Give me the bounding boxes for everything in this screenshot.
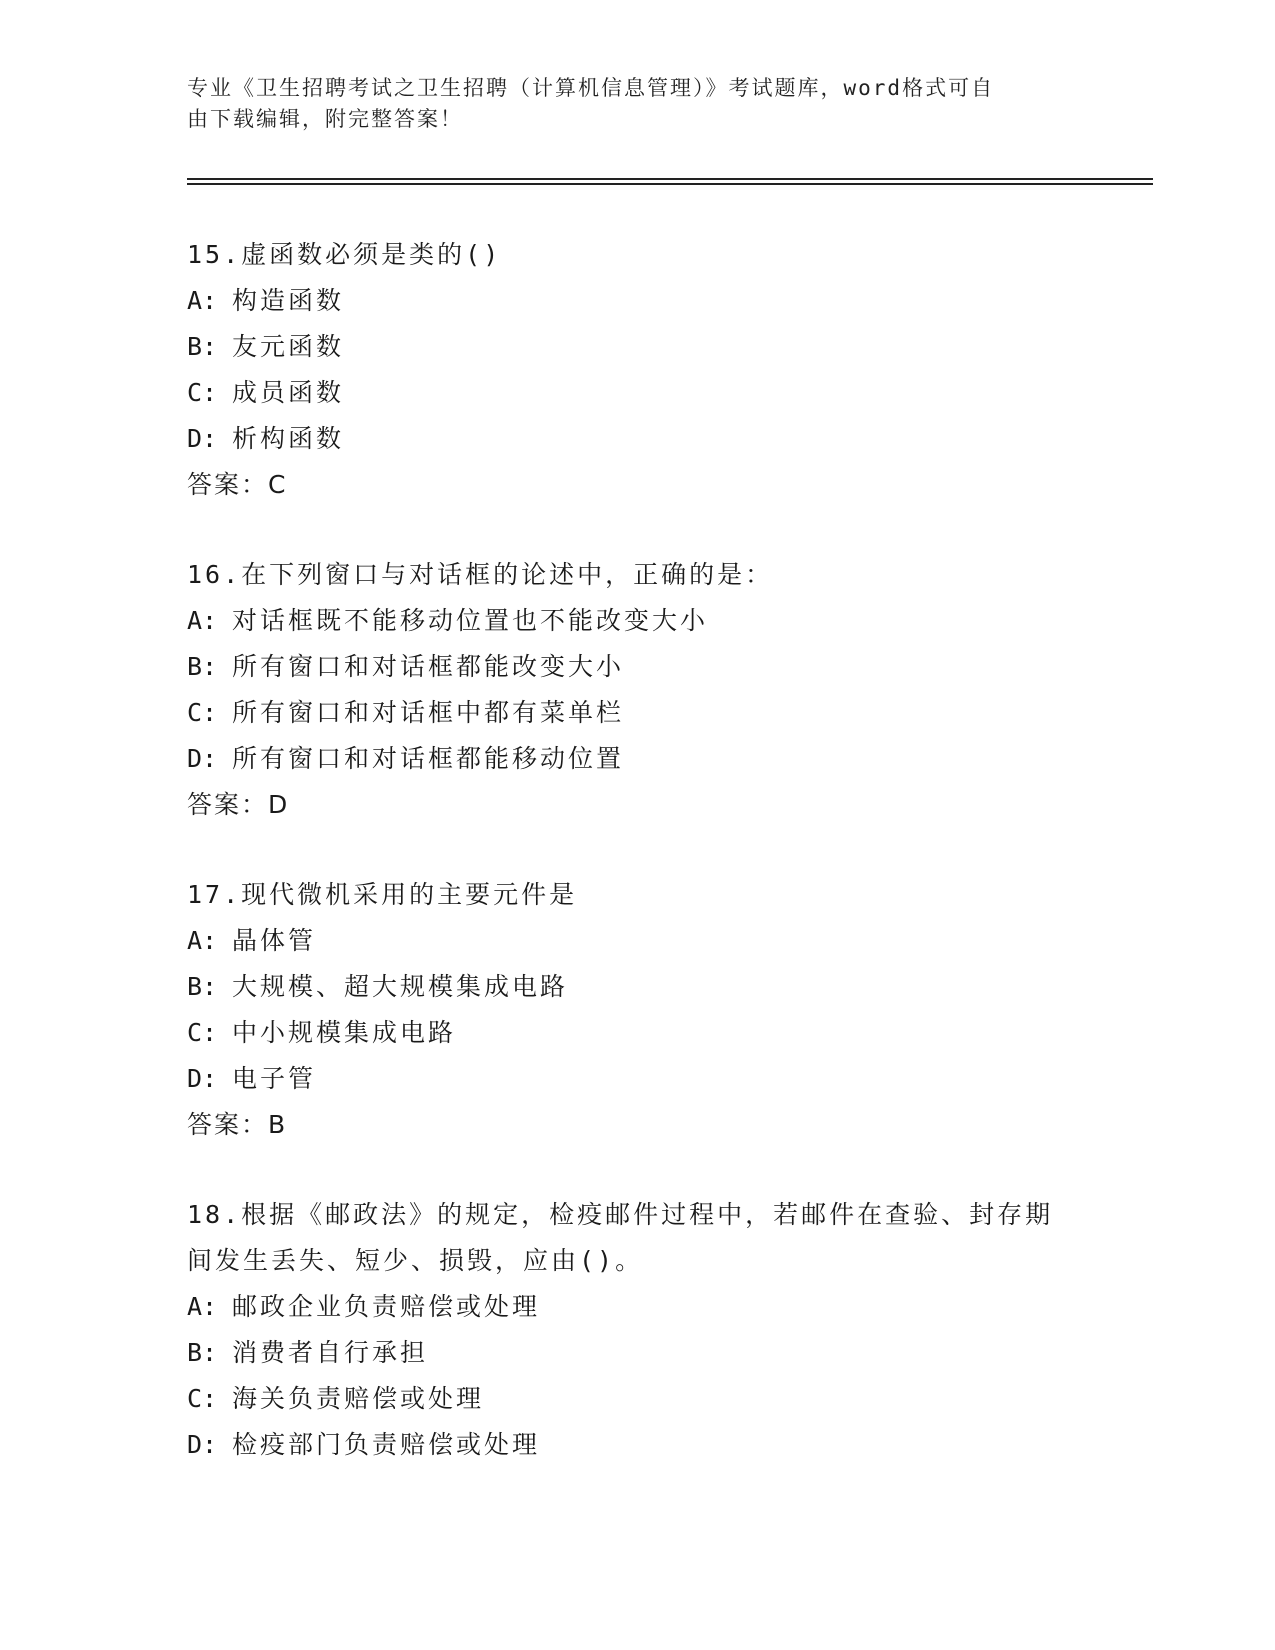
option-text: 电子管 <box>232 1064 317 1093</box>
option-letter: D: <box>187 1430 218 1459</box>
question-option <box>187 964 1087 1010</box>
question-title: 16.在下列窗口与对话框的论述中，正确的是： <box>187 560 774 589</box>
option-text: 消费者自行承担 <box>232 1338 429 1367</box>
option-text: 晶体管 <box>232 926 317 955</box>
question-title: 15.虚函数必须是类的() <box>187 240 502 269</box>
answer-line: 答案：C <box>187 470 288 499</box>
question-option <box>187 1056 1087 1102</box>
option-text: 邮政企业负责赔偿或处理 <box>232 1292 541 1321</box>
header-divider-bottom <box>187 183 1153 185</box>
answer-line: 答案：B <box>187 1110 288 1139</box>
option-letter: A: <box>187 1292 218 1321</box>
question-option <box>187 690 1087 736</box>
option-text: 大规模、超大规模集成电路 <box>232 972 569 1001</box>
option-letter: D: <box>187 1064 218 1093</box>
option-letter: C: <box>187 378 218 407</box>
option-letter: B: <box>187 332 218 361</box>
question-option <box>187 1422 1087 1468</box>
option-letter: C: <box>187 1384 218 1413</box>
question-block <box>187 232 1087 508</box>
answer-line: 答案：D <box>187 790 290 819</box>
question-block <box>187 872 1087 1148</box>
question-title: 间发生丢失、短少、损毁，应由()。 <box>187 1246 644 1275</box>
option-letter: C: <box>187 1018 218 1047</box>
question-option <box>187 416 1087 462</box>
option-text: 析构函数 <box>232 424 345 453</box>
question-title: 17.现代微机采用的主要元件是 <box>187 880 578 909</box>
option-text: 所有窗口和对话框都能移动位置 <box>232 744 625 773</box>
option-text: 成员函数 <box>232 378 345 407</box>
option-letter: B: <box>187 972 218 1001</box>
question-option <box>187 736 1087 782</box>
option-letter: A: <box>187 286 218 315</box>
question-option <box>187 1010 1087 1056</box>
question-option <box>187 370 1087 416</box>
question-option <box>187 278 1087 324</box>
question-block <box>187 1192 1087 1468</box>
option-letter: B: <box>187 1338 218 1367</box>
question-option <box>187 918 1087 964</box>
question-option <box>187 1284 1087 1330</box>
option-letter: A: <box>187 606 218 635</box>
option-text: 友元函数 <box>232 332 345 361</box>
question-option <box>187 598 1087 644</box>
question-list <box>187 232 1087 1512</box>
option-text: 中小规模集成电路 <box>232 1018 457 1047</box>
option-text: 构造函数 <box>232 286 345 315</box>
header-line-1: 专业《卫生招聘考试之卫生招聘（计算机信息管理）》考试题库，word格式可自 <box>187 76 995 100</box>
question-title: 18.根据《邮政法》的规定，检疫邮件过程中，若邮件在查验、封存期 <box>187 1200 1054 1229</box>
option-text: 海关负责赔偿或处理 <box>232 1384 485 1413</box>
option-letter: B: <box>187 652 218 681</box>
option-text: 对话框既不能移动位置也不能改变大小 <box>232 606 709 635</box>
option-letter: C: <box>187 698 218 727</box>
question-block <box>187 552 1087 828</box>
option-text: 检疫部门负责赔偿或处理 <box>232 1430 541 1459</box>
option-text: 所有窗口和对话框中都有菜单栏 <box>232 698 625 727</box>
question-option <box>187 1376 1087 1422</box>
document-header <box>187 73 1067 135</box>
question-option <box>187 1330 1087 1376</box>
option-letter: D: <box>187 744 218 773</box>
option-text: 所有窗口和对话框都能改变大小 <box>232 652 625 681</box>
header-divider-top <box>187 178 1153 180</box>
option-letter: A: <box>187 926 218 955</box>
option-letter: D: <box>187 424 218 453</box>
question-option <box>187 324 1087 370</box>
question-option <box>187 644 1087 690</box>
header-line-2: 由下载编辑，附完整答案！ <box>187 107 463 131</box>
